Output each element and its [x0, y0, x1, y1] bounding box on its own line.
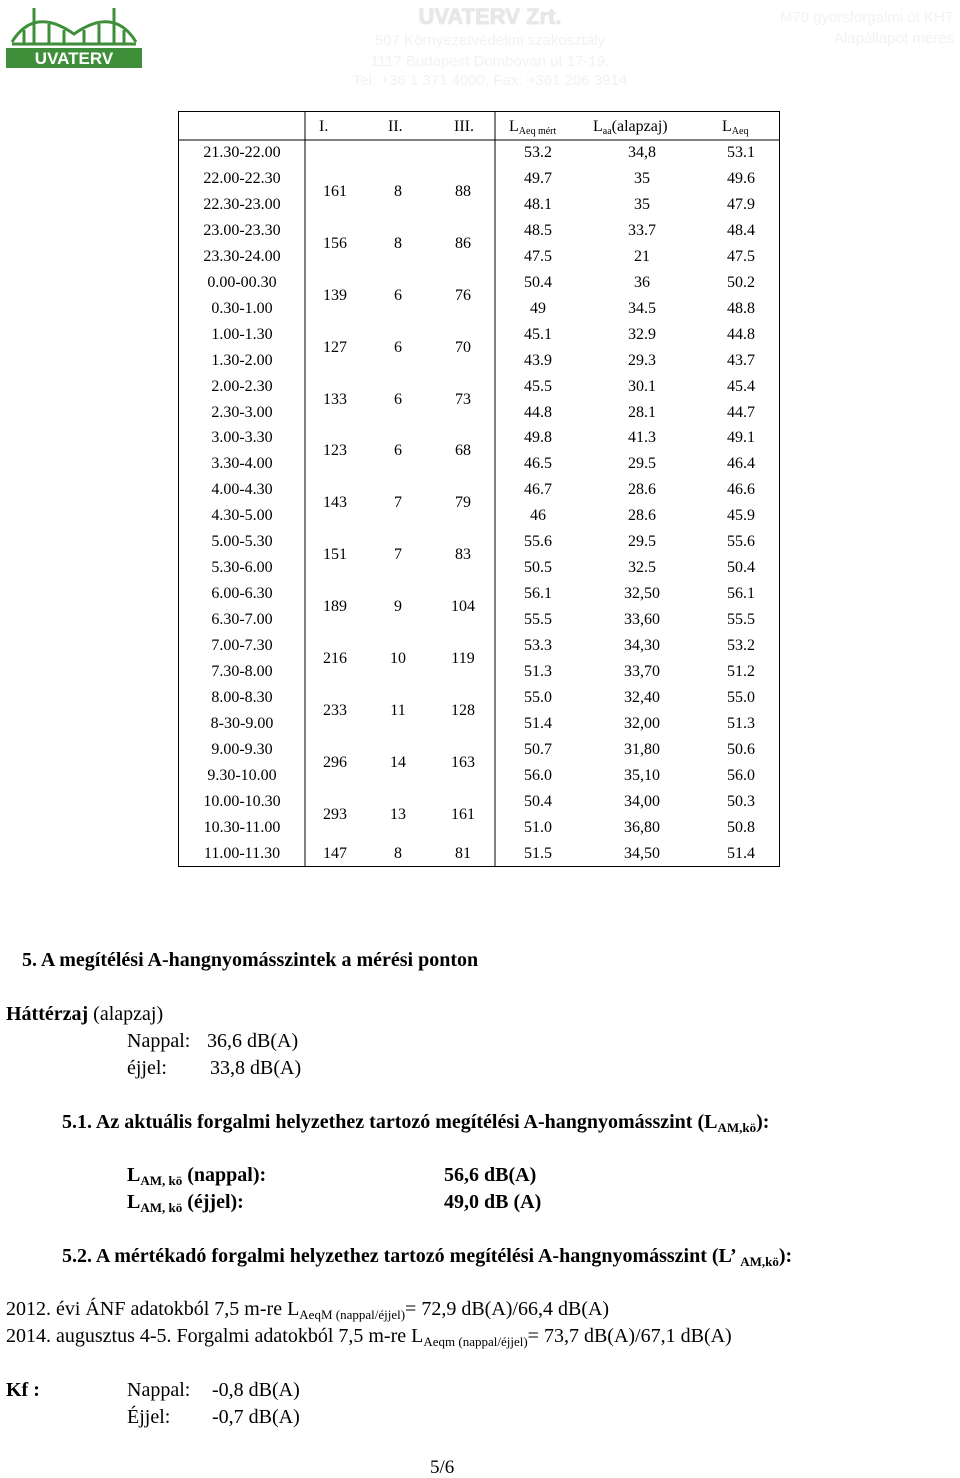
- row-time: 22.30-23.00: [203, 195, 281, 213]
- group-count-iii: 81: [455, 844, 471, 862]
- row-laa-background: 32,50: [624, 585, 660, 603]
- anf-2012-line: 2012. évi ÁNF adatokból 7,5 m-re $L_{AeqM (nappal/éjjel)}= 72,9$ dB(A)/66,4 dB(A): [6, 1298, 610, 1322]
- row-laeq: 46.6: [727, 481, 755, 499]
- row-laa-background: 36,80: [624, 818, 660, 836]
- row-laeq-measured: 46: [530, 507, 546, 525]
- row-laeq: 46.4: [727, 455, 755, 473]
- row-laeq: 51.3: [727, 714, 755, 732]
- header-col-iii: III.: [454, 118, 474, 135]
- header-line-1: 507 Környezetvédelmi szakosztály: [374, 32, 606, 49]
- logo-text: UVATERV: [34, 49, 114, 68]
- row-laeq-measured: 56.0: [524, 766, 552, 784]
- group-count-ii: 7: [394, 494, 402, 512]
- group-count-ii: 13: [390, 805, 406, 823]
- row-laa-background: 36: [634, 273, 650, 291]
- row-laeq-measured: 56.1: [524, 585, 552, 603]
- section-5-2-title: 5.2. A mértékadó forgalmi helyzethez tartozó megítélési A-hangnyomásszint (L’ $_{AM,kö}$):: [62, 1245, 793, 1269]
- section-5-1-title: 5.1. Az aktuális forgalmi helyzethez tartozó megítélési A-hangnyomásszint $(L_{AM,kö})$:: [62, 1111, 770, 1135]
- row-laa-background: 32,40: [624, 688, 660, 706]
- row-laeq: 50.2: [727, 273, 755, 291]
- header-laa-background: $L_{aa}(alapzaj)$: [593, 118, 668, 137]
- group-count-i: 139: [323, 286, 347, 304]
- group-count-iii: 163: [451, 753, 475, 771]
- group-count-iii: 76: [455, 286, 471, 304]
- group-count-ii: 6: [394, 286, 402, 304]
- row-time: 9.00-9.30: [211, 740, 273, 758]
- row-laa-background: 29.5: [628, 455, 656, 473]
- row-laeq: 51.2: [727, 663, 755, 680]
- row-laa-background: 29.3: [628, 351, 656, 369]
- group-count-i: 143: [323, 494, 347, 512]
- row-laeq: 49.1: [727, 429, 755, 447]
- row-laeq-measured: 51.4: [524, 714, 552, 732]
- group-count-i: 233: [323, 701, 347, 719]
- row-laa-background: 35: [634, 169, 650, 187]
- lam-night-label: $L_{AM, kö}$ (éjjel):: [127, 1191, 244, 1215]
- row-time: 8-30-9.00: [210, 714, 274, 732]
- group-count-iii: 83: [455, 546, 471, 564]
- row-laeq: 44.7: [727, 403, 755, 421]
- row-laeq: 51.4: [727, 844, 755, 862]
- group-count-ii: 11: [390, 701, 406, 719]
- group-count-iii: 104: [451, 598, 475, 616]
- group-count-ii: 6: [394, 442, 402, 460]
- row-time: 1.00-1.30: [211, 325, 273, 343]
- row-laeq: 45.4: [727, 377, 755, 395]
- row-laeq: 45.9: [727, 507, 755, 525]
- group-count-ii: 7: [394, 546, 402, 564]
- group-count-ii: 8: [394, 182, 402, 200]
- group-count-iii: 79: [455, 494, 471, 512]
- row-time: 2.30-3.00: [211, 403, 273, 421]
- row-laeq: 48.4: [727, 221, 755, 239]
- row-time: 23.30-24.00: [203, 247, 281, 265]
- kf-night-label: Éjjel:: [127, 1406, 171, 1428]
- row-laeq-measured: 44.8: [524, 403, 552, 421]
- header-line-3: Tel: +36 1 371 4000, Fax: +361 206 3914: [352, 72, 628, 89]
- row-laa-background: 33,70: [624, 663, 660, 680]
- measurement-table: [178, 111, 780, 867]
- row-laeq: 43.7: [727, 351, 755, 369]
- row-laa-background: 34,8: [628, 144, 656, 161]
- traffic-2014-line: 2014. augusztus 4-5. Forgalmi adatokból 7,5 m-re $L_{Aeqm (nappal/éjjel)}= 73,7$ dB(A)/67,1 dB(A): [6, 1325, 732, 1349]
- header-line-2: 1117 Budapest Dombóvári út 17-19.: [370, 53, 610, 70]
- row-laeq: 47.5: [727, 247, 755, 265]
- background-noise-label: Háttérzaj (alapzaj): [6, 1003, 164, 1025]
- row-laeq: 50.3: [727, 792, 755, 810]
- row-laeq-measured: 48.1: [524, 195, 552, 213]
- row-time: 8.00-8.30: [211, 688, 273, 706]
- group-count-i: 123: [323, 442, 347, 460]
- row-time: 7.00-7.30: [211, 637, 273, 655]
- row-laeq-measured: 55.0: [524, 688, 552, 706]
- row-laeq: 53.2: [727, 637, 755, 655]
- row-laeq-measured: 45.5: [524, 377, 552, 395]
- group-count-iii: 128: [451, 701, 475, 719]
- row-time: 11.00-11.30: [203, 844, 281, 862]
- row-time: 5.00-5.30: [211, 533, 273, 551]
- row-laeq-measured: 50.4: [524, 273, 552, 291]
- row-laa-background: 34,30: [624, 637, 660, 655]
- row-time: 3.00-3.30: [211, 429, 273, 447]
- night-background-label: éjjel:: [127, 1057, 167, 1079]
- row-laeq: 50.6: [727, 740, 755, 758]
- row-laeq-measured: 55.6: [524, 533, 552, 551]
- row-laa-background: 32.5: [628, 559, 656, 577]
- row-laa-background: 31,80: [624, 740, 660, 758]
- row-laa-background: 32.9: [628, 325, 656, 343]
- group-count-ii: 8: [394, 844, 402, 862]
- row-laeq-measured: 43.9: [524, 351, 552, 369]
- row-time: 23.00-23.30: [203, 221, 281, 239]
- row-time: 10.00-10.30: [203, 792, 281, 810]
- group-count-i: 156: [323, 234, 347, 252]
- group-count-ii: 14: [390, 753, 406, 771]
- row-laeq-measured: 45.1: [524, 325, 552, 343]
- header-laeq-measured: $L_{Aeq mért}$: [509, 118, 557, 137]
- group-count-ii: 9: [394, 598, 402, 616]
- group-count-iii: 73: [455, 390, 471, 408]
- row-laeq-measured: 51.3: [524, 663, 552, 680]
- lam-night-value: 49,0 dB (A): [444, 1191, 542, 1213]
- row-laeq-measured: 51.5: [524, 844, 552, 862]
- header-laeq: $L_{Aeq}$: [722, 118, 749, 137]
- row-laa-background: 30.1: [628, 377, 656, 395]
- page-number: 5/6: [430, 1457, 455, 1478]
- row-laeq-measured: 49.8: [524, 429, 552, 447]
- row-laa-background: 28.6: [628, 507, 656, 525]
- row-laa-background: 41.3: [628, 429, 656, 447]
- group-count-ii: 8: [394, 234, 402, 252]
- group-count-iii: 86: [455, 234, 471, 252]
- group-count-i: 127: [323, 338, 347, 356]
- header-col-ii: II.: [388, 118, 403, 135]
- row-laeq: 48.8: [727, 299, 755, 317]
- uvaterv-logo: [4, 4, 144, 70]
- group-count-i: 161: [323, 182, 347, 200]
- row-time: 6.00-6.30: [211, 585, 273, 603]
- row-laa-background: 35: [634, 195, 650, 213]
- group-count-iii: 119: [451, 650, 475, 667]
- row-time: 0.00-00.30: [207, 273, 277, 291]
- row-laeq-measured: 50.4: [524, 792, 552, 810]
- row-laeq-measured: 53.2: [524, 144, 552, 161]
- row-laeq-measured: 49.7: [524, 169, 552, 187]
- row-laeq: 56.1: [727, 585, 755, 603]
- row-laa-background: 34.5: [628, 299, 656, 317]
- row-laeq-measured: 51.0: [524, 818, 552, 836]
- day-background-label: Nappal:: [127, 1030, 191, 1052]
- kf-night-value: -0,7 dB(A): [212, 1406, 300, 1428]
- row-time: 3.30-4.00: [211, 455, 273, 473]
- group-count-ii: 6: [394, 390, 402, 408]
- row-laeq-measured: 46.5: [524, 455, 552, 473]
- row-laeq-measured: 48.5: [524, 221, 552, 239]
- row-laeq: 50.8: [727, 818, 755, 836]
- group-count-iii: 161: [451, 805, 475, 823]
- row-laeq-measured: 55.5: [524, 611, 552, 629]
- row-time: 21.30-22.00: [203, 144, 281, 161]
- group-count-i: 147: [323, 844, 347, 862]
- row-laeq-measured: 49: [530, 299, 546, 317]
- project-name: M70 gyorsforgalmi út KHT: [779, 9, 954, 26]
- group-count-i: 133: [323, 390, 347, 408]
- kf-day-label: Nappal:: [127, 1379, 191, 1401]
- lam-day-label: $L_{AM, kö}$ (nappal):: [127, 1164, 267, 1188]
- row-laa-background: 35,10: [624, 766, 660, 784]
- row-laeq: 50.4: [727, 559, 755, 577]
- row-laeq-measured: 47.5: [524, 247, 552, 265]
- row-laeq: 55.6: [727, 533, 755, 551]
- group-count-ii: 10: [390, 650, 406, 667]
- row-laeq-measured: 53.3: [524, 637, 552, 655]
- day-background-value: 36,6 dB(A): [207, 1030, 299, 1052]
- group-count-i: 296: [323, 753, 347, 771]
- row-laa-background: 29.5: [628, 533, 656, 551]
- row-laeq: 55.0: [727, 688, 755, 706]
- row-laeq: 44.8: [727, 325, 755, 343]
- row-laa-background: 28.6: [628, 481, 656, 499]
- row-laeq-measured: 50.7: [524, 740, 552, 758]
- row-time: 22.00-22.30: [203, 169, 281, 187]
- row-time: 5.30-6.00: [211, 559, 273, 577]
- header-col-i: I.: [319, 118, 329, 135]
- row-laeq: 47.9: [727, 195, 755, 213]
- row-laeq: 53.1: [727, 144, 755, 161]
- row-laa-background: 28.1: [628, 403, 656, 421]
- row-laeq: 49.6: [727, 169, 755, 187]
- group-count-ii: 6: [394, 338, 402, 356]
- group-count-iii: 68: [455, 442, 471, 460]
- row-time: 10.30-11.00: [203, 818, 281, 836]
- row-time: 9.30-10.00: [207, 766, 277, 784]
- company-name: UVATERV Zrt.: [418, 4, 562, 29]
- group-count-i: 189: [323, 598, 347, 616]
- group-count-i: 293: [323, 805, 347, 823]
- kf-day-value: -0,8 dB(A): [212, 1379, 300, 1401]
- night-background-value: 33,8 dB(A): [210, 1057, 302, 1079]
- group-count-i: 151: [323, 546, 347, 564]
- row-time: 4.00-4.30: [211, 481, 273, 499]
- kf-label: Kf :: [6, 1379, 40, 1401]
- row-time: 1.30-2.00: [211, 351, 273, 369]
- row-laa-background: 33,60: [624, 611, 660, 629]
- row-time: 7.30-8.00: [211, 663, 273, 680]
- row-laa-background: 34,50: [624, 844, 660, 862]
- lam-day-value: 56,6 dB(A): [444, 1164, 537, 1186]
- row-laeq: 55.5: [727, 611, 755, 629]
- row-laa-background: 34,00: [624, 792, 660, 810]
- row-time: 0.30-1.00: [211, 299, 273, 317]
- row-laa-background: 33.7: [628, 221, 656, 239]
- group-count-i: 216: [323, 650, 347, 667]
- row-time: 4.30-5.00: [211, 507, 273, 525]
- group-count-iii: 88: [455, 182, 471, 200]
- row-laeq-measured: 46.7: [524, 481, 552, 499]
- row-laa-background: 21: [634, 247, 650, 265]
- row-time: 6.30-7.00: [211, 611, 273, 629]
- row-time: 2.00-2.30: [211, 377, 273, 395]
- group-count-iii: 70: [455, 338, 471, 356]
- project-subtitle: Alapállapot mérés: [833, 30, 954, 47]
- row-laa-background: 32,00: [624, 714, 660, 732]
- section-5-title: 5. A megítélési A-hangnyomásszintek a mérési ponton: [22, 949, 479, 971]
- row-laeq: 56.0: [727, 766, 755, 784]
- row-laeq-measured: 50.5: [524, 559, 552, 577]
